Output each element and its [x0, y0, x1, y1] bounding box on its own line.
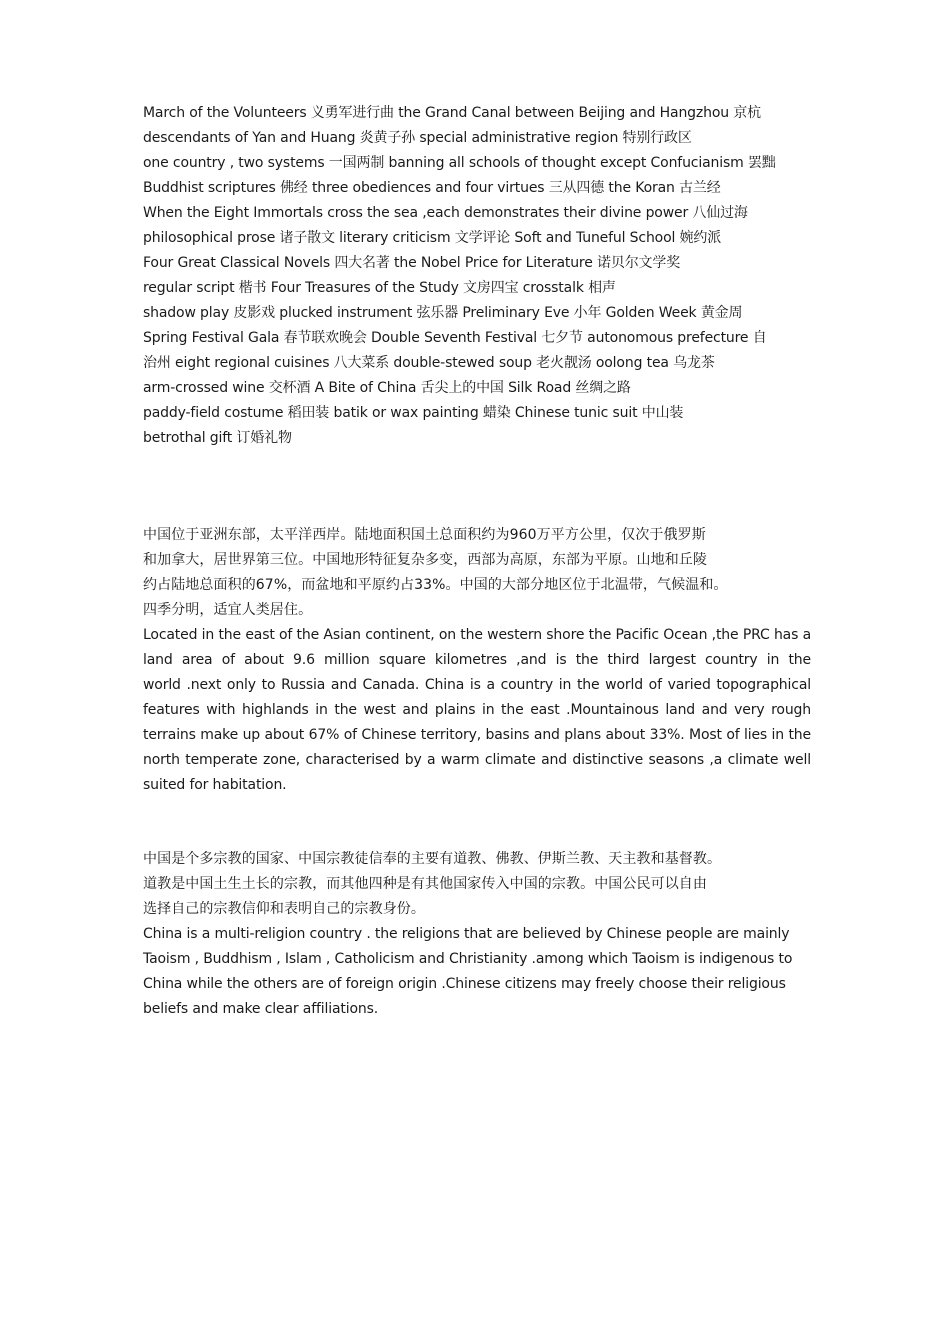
vocabulary-line: paddy-field costume 稻田装 batik or wax painting 蜡染 Chinese tunic suit 中山装: [143, 405, 684, 421]
geography-en-line: land area of about 9.6 million square kilometres ,and is the third largest country in the: [143, 652, 811, 668]
geography-en-line: suited for habitation.: [143, 777, 287, 793]
vocabulary-line: betrothal gift 订婚礼物: [143, 430, 292, 446]
geography-en-line: north temperate zone, characterised by a warm climate and distinctive seasons ,a climate well: [143, 752, 811, 768]
vocabulary-line: March of the Volunteers 义勇军进行曲 the Grand Canal between Beijing and Hangzhou 京杭: [143, 105, 761, 121]
vocabulary-line: regular script 楷书 Four Treasures of the Study 文房四宝 crosstalk 相声: [143, 280, 616, 296]
vocabulary-line: shadow play 皮影戏 plucked instrument 弦乐器 Preliminary Eve 小年 Golden Week 黄金周: [143, 305, 743, 321]
vocabulary-line: Four Great Classical Novels 四大名著 the Nobel Price for Literature 诺贝尔文学奖: [143, 255, 681, 271]
religion-zh-line: 道教是中国土生土长的宗教，而其他四种是有其他国家传入中国的宗教。中国公民可以自由: [143, 876, 707, 892]
geography-en-line: features with highlands in the west and plains in the east .Mountainous land and very rough: [143, 702, 811, 718]
geography-en-line: terrains make up about 67% of Chinese territory, basins and plans about 33%. Most of lies in the: [143, 727, 811, 743]
vocabulary-line: philosophical prose 诸子散文 literary criticism 文学评论 Soft and Tuneful School 婉约派: [143, 230, 722, 246]
geography-zh-line: 和加拿大，居世界第三位。中国地形特征复杂多变，西部为高原，东部为平原。山地和丘陵: [143, 552, 707, 568]
geography-zh-line: 中国位于亚洲东部，太平洋西岸。陆地面积国土总面积约为960万平方公里，仅次于俄罗斯: [143, 527, 706, 543]
vocabulary-line: Spring Festival Gala 春节联欢晚会 Double Seventh Festival 七夕节 autonomous prefecture 自: [143, 330, 767, 346]
vocabulary-line: Buddhist scriptures 佛经 three obediences and four virtues 三从四德 the Koran 古兰经: [143, 180, 721, 196]
religion-en-line: Taoism , Buddhism , Islam , Catholicism and Christianity .among which Taoism is indigenous to: [143, 951, 793, 967]
vocabulary-line: descendants of Yan and Huang 炎黄子孙 special administrative region 特别行政区: [143, 130, 692, 146]
religion-paragraph: [143, 847, 811, 1022]
vocabulary-line: When the Eight Immortals cross the sea ,each demonstrates their divine power 八仙过海: [143, 205, 748, 221]
geography-zh-line: 约占陆地总面积的67%，而盆地和平原约占33%。中国的大部分地区位于北温带，气候温和。: [143, 577, 728, 593]
religion-en-line: China is a multi-religion country . the religions that are believed by Chinese people are mainly: [143, 926, 790, 942]
vocabulary-line: 治州 eight regional cuisines 八大菜系 double-stewed soup 老火靓汤 oolong tea 乌龙茶: [143, 355, 715, 371]
geography-en-line: Located in the east of the Asian continent, on the western shore the Pacific Ocean ,the PRC has a: [143, 627, 811, 643]
religion-zh-line: 选择自己的宗教信仰和表明自己的宗教身份。: [143, 901, 425, 917]
geography-zh-line: 四季分明，适宜人类居住。: [143, 602, 313, 618]
religion-zh-line: 中国是个多宗教的国家、中国宗教徒信奉的主要有道教、佛教、伊斯兰教、天主教和基督教。: [143, 851, 722, 867]
geography-paragraph: [143, 523, 811, 798]
vocabulary-line: one country , two systems 一国两制 banning all schools of thought except Confucianism 罢黜: [143, 155, 776, 171]
vocabulary-line: arm-crossed wine 交杯酒 A Bite of China 舌尖上的中国 Silk Road 丝绸之路: [143, 380, 631, 396]
vocabulary-list: [143, 101, 811, 451]
religion-en-line: beliefs and make clear affiliations.: [143, 1001, 379, 1017]
geography-en-line: world .next only to Russia and Canada. China is a country in the world of varied topographical: [143, 677, 811, 693]
religion-en-line: China while the others are of foreign origin .Chinese citizens may freely choose their religious: [143, 976, 786, 992]
